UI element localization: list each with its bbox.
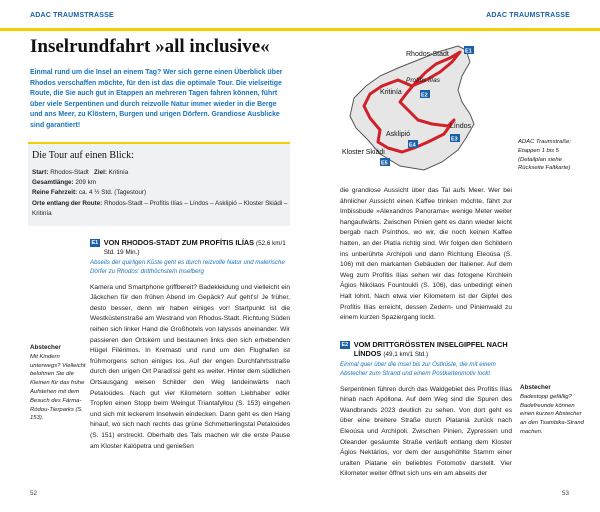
section-1-lead: Abseits der quirligen Küste geht es durch reizvolle Natur und malerische Dörfer zu Rhodos' dritthöchstem Inselberg <box>90 259 285 275</box>
sidebar-left-text: Mit Kindern unterwegs? Vielleicht belohnen Sie die Kleinen für das frühe Aufstehen mit dem Besuch des Fárma-Ródou-Tierparks (S. 153). <box>30 353 86 422</box>
map-label-lindos: Líndos <box>450 123 472 130</box>
section-1-heading <box>90 238 290 256</box>
section-1 <box>90 238 290 452</box>
section-2-tag: E2 <box>341 342 349 348</box>
sidebar-right-text: Badestopp gefällig? Badefreunde können einen kurzen Abstecher an den Tsambika-Strand machen. <box>520 393 584 435</box>
fact-start-goal <box>32 168 288 178</box>
fact-start-value: Rhodos-Stadt <box>50 169 89 176</box>
map-label-kritinia: Kritinía <box>380 89 402 96</box>
fact-goal-label: Ziel: <box>93 169 107 176</box>
tour-facts <box>32 168 288 219</box>
fact-time-label: Reine Fahrzeit: <box>32 189 78 197</box>
header-right-rule <box>300 28 600 31</box>
header-left-rule <box>0 28 300 31</box>
header-right <box>300 0 600 30</box>
map-label-asklipio: Asklipió <box>386 131 411 138</box>
marker-e5: E5 <box>381 160 388 167</box>
sidebar-right-heading: Abstecher <box>520 384 551 391</box>
page-number-left: 52 <box>30 490 38 497</box>
right-column-paragraph: die grandiose Aussicht über das Tal aufs Meer. Wer bei ähnlicher Aussicht einen Kaffee trinken möchte, fährt zur Imbissbude »Alexandros Panorama« wenige Meter weiter hangaufwärts. Zwischen Pinien geht es dann wieder leicht bergab nach Psínthos, wo wir, die noch keinen Kaffee hatten, an der Platía richtig sind. Wir folgen den Schildern ins unberührte Archípoli und dann Richtung Eleoúsa (S. 106) mit den markanten Gebäuden der Italiener. Auf dem Weg zum Profítis Ilías sehen wir das fotogene Kirchlein Ágios Nikólaos Fountoukli (S. 106), das unbedingt einen Halt lohnt. Nach etwa vier Kilometern ist der Gipfel des Profítis Ilías erreicht, dessen Zedern- und Pinienwald zu einem kurzen Spaziergang lockt. <box>340 187 512 322</box>
fact-time <box>32 188 288 198</box>
fact-length-label: Gesamtlänge: <box>32 179 74 187</box>
section-1-body: Kamera und Smartphone griffbereit? Badekleidung und vielleicht ein Jäckchen für den frühen Abend im Gepäck? Auf geht's! Je früher, desto besser, denn wir haben einiges vor! Startpunkt ist die Westküstenstraße am Westrand von Rhodos-Stadt. Richtung Süden reihen sich linker Hand die Großhotels von Ialyssós aneinander. Wir passieren den Ortskern und bestaunen links den sich erhebenden Hügel Filérimos. In Kremastí und rund um den Flughafen ist frühmorgens schon einiges los. Auf der engen Durchfahrtsstraße durch den urigen Ort Paradíssi geht es weiter. Hinter dem südlichen Ortsausgang weisen Schilder den Weg landeinwärts nach Petaloúdes. Nach gut vier Kilometern sollten Liebhaber edler Tropfen einen Stopp beim Weingut Triantafyllou (S. 153) eingehen und sich mit leckerem Inselwein eindecken. Dann geht es den Hang hinauf, wo sich nach rechts das grüne Schmetterlingstal Petaloúdes (S. 151) erstreckt. Oberhalb des Tals machen wir die erste Pause am Kloster Kalópetra und genießen <box>90 283 290 450</box>
section-2 <box>340 340 512 480</box>
section-2-lead: Einmal quer über die Insel bis zur Ostküste, die mit einem Abstecher zum Strand und einem Postkartenmotiv lockt <box>340 361 496 377</box>
section-1-title-wrap <box>104 238 290 256</box>
fact-start-label: Start: <box>32 169 49 176</box>
sidebar-left-heading: Abstecher <box>30 344 61 351</box>
fact-length-value: 209 km <box>75 179 97 187</box>
page-number-right: 53 <box>562 490 570 497</box>
fact-length <box>32 178 288 188</box>
map-caption <box>518 138 588 173</box>
map-label-profitis: Profítis Ilías <box>406 77 440 84</box>
section-2-heading <box>340 340 512 358</box>
tour-summary-title: Die Tour auf einen Blick: <box>32 150 134 161</box>
section-2-title-wrap <box>354 340 512 358</box>
fact-time-value: ca. 4 ½ Std. (Tagestour) <box>78 189 147 197</box>
header-left-title: ADAC TRAUMSTRASSE <box>30 12 114 19</box>
marker-e3: E3 <box>451 136 458 143</box>
header-right-title: ADAC TRAUMSTRASSE <box>486 12 570 19</box>
section-1-tag: E1 <box>91 240 99 246</box>
fact-places-label: Orte entlang der Route: <box>32 199 103 207</box>
page-title: Inselrundfahrt »all inclusive« <box>30 36 270 57</box>
fact-goal-value: Kritinía <box>108 169 129 176</box>
intro-text: Einmal rund um die Insel an einem Tag? Wer sich gerne einen Überblick über Rhodos verschaffen möchte, für den ist das die optimale Tour. Die vielseitige Route, die Sie auch gut in Etappen an mehreren Tagen fahren können, führt über viele Serpentinen und durch reizvolle Natur immer wieder in die Berge und ans Meer, zu Klöstern, Burgen und urigen Dörfern. Grandiose Ausblicke sind garantiert! <box>30 69 283 129</box>
fact-places-value: Rhodos-Stadt – Profítis Ilías – Líndos – Asklipió – Kloster Skiádi – Kritinía <box>32 199 288 217</box>
sidebar-right-note <box>520 384 588 437</box>
map-caption-text: ADAC Traumstraße: Etappen 1 bis 5 (Detailplan siehe Rückseite Faltkarte) <box>518 139 571 172</box>
marker-e2: E2 <box>421 92 428 99</box>
fact-places <box>32 199 288 219</box>
section-2-body: Serpentinen führen durch das Waldgebiet des Profítis Ilías hinab nach Apóllona. Auf dem Weg sind die Spuren des Wandbrands 2023 deutlich zu sehen. Von dort geht es über eine breitere Straße durch Plataniá zurück nach Eleoúsa und Archípoli. Zwischen Pinien, Zypressen und Oleander gesäumte Straße verläuft entlang dem Kloster Ágios Nektários, vor dem der ausgehöhlte Stamm einer uralten Platane ein beliebtes Fotomotiv darstellt. Vier Kilometer weiter öffnet sich uns ein am abseits der <box>340 385 512 478</box>
sidebar-left-note <box>30 344 86 423</box>
route-map <box>340 42 498 174</box>
section-1-subtitle: (52,6 km/1 Std. 19 Min.) <box>103 240 286 256</box>
section-2-subtitle: (49,1 km/1 Std.) <box>383 351 429 358</box>
section-2-title: VOM DRITTGRÖSSTEN INSELGIPFEL NACH LÍNDOS <box>353 340 508 358</box>
marker-e1: E1 <box>465 48 472 55</box>
header-left <box>0 0 300 30</box>
marker-e4: E4 <box>409 142 416 149</box>
section-1-title: VON RHODOS-STADT ZUM PROFÍTIS ILÍAS <box>103 238 254 247</box>
map-label-rhodos: Rhodos-Stadt <box>406 51 449 58</box>
map-label-kloster: Kloster Skiádi <box>342 149 385 156</box>
